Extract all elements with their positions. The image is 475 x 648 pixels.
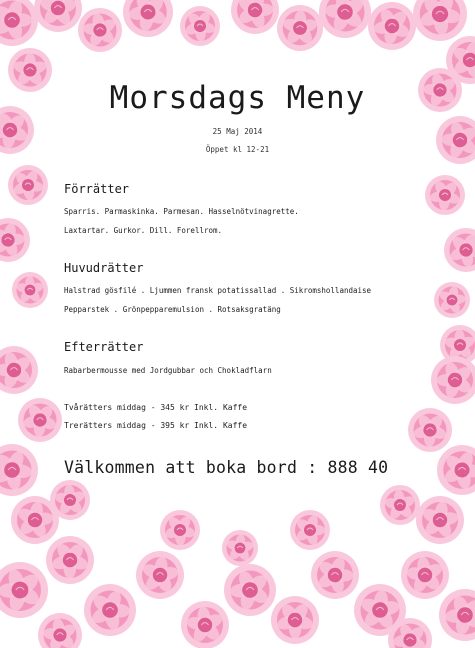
booking-line: Välkommen att boka bord : 888 40 [64, 458, 389, 477]
section-heading-huvudratter: Huvudrätter [64, 261, 144, 275]
section-heading-efterratter: Efterrätter [64, 340, 144, 354]
opening-hours: Öppet kl 12-21 [205, 145, 270, 154]
price-three-course: Trerätters middag - 395 kr Inkl. Kaffe [64, 421, 248, 430]
menu-title: Morsdags Meny [109, 80, 366, 116]
section-heading-forratter: Förrätter [64, 182, 130, 196]
menu-item: Rabarbermousse med Jordgubbar och Chokladflarn [64, 366, 272, 375]
menu-item: Pepparstek . Grönpeppar​emulsion . Rotsaksgratäng [64, 305, 281, 314]
menu-item: Sparris. Parmaskinka. Parmesan. Hasselnötvinagrette. [64, 207, 299, 216]
price-two-course: Tvårätters middag - 345 kr Inkl. Kaffe [64, 403, 248, 412]
menu-date: 25 Maj 2014 [212, 127, 263, 136]
menu-item: Halstrad gösfilé . Ljummen fransk potatissallad . Sikromshollandaise [64, 286, 372, 295]
menu-item: Laxtartar. Gurkor. Dill. Forellrom. [64, 226, 223, 235]
